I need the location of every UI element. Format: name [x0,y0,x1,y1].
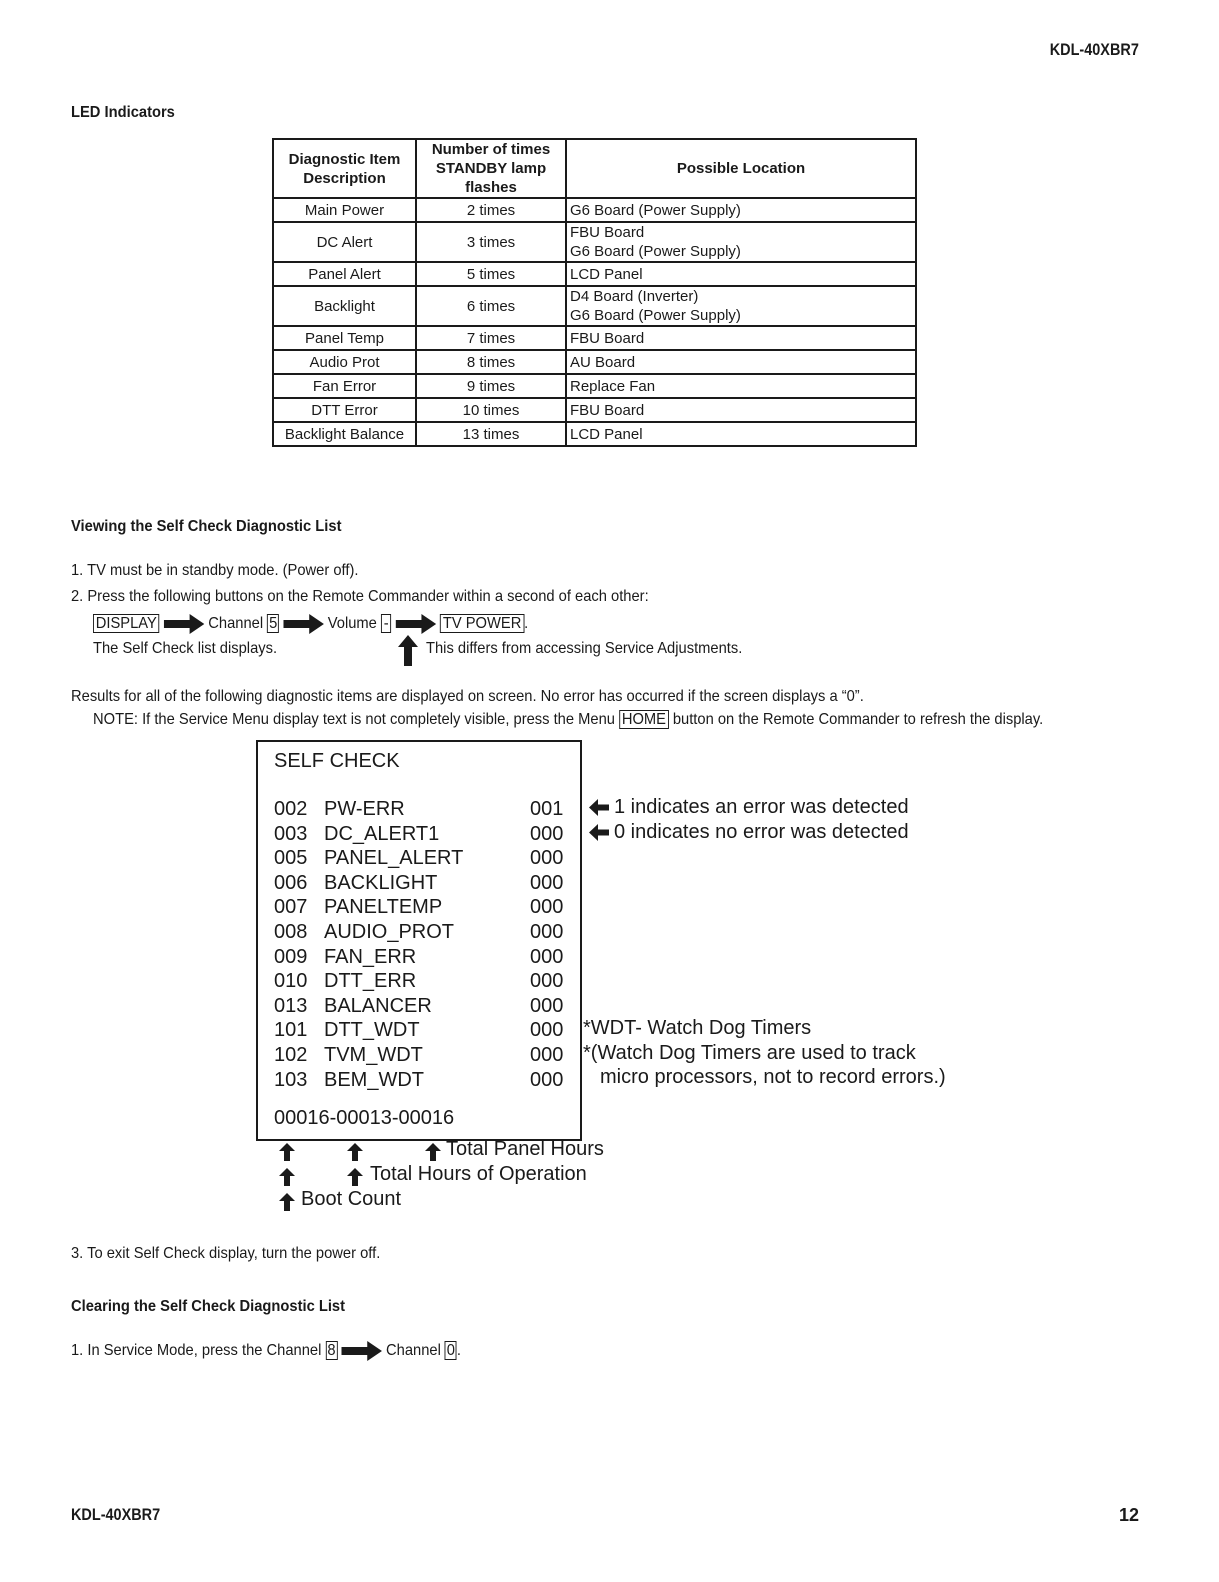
table-row [273,262,916,286]
cell-item: Main Power [273,198,416,222]
cell-times: 10 times [416,398,566,422]
item-name: TVM_WDT [324,1044,423,1066]
viewing-step-2: 2. Press the following buttons on the Remote Commander within a second of each other: [71,588,649,605]
error-detected-note: 1 indicates an error was detected [614,796,909,818]
cell-times: 5 times [416,262,566,286]
self-check-screen [256,740,582,1141]
cell-times: 3 times [416,222,566,262]
item-value: 000 [530,896,564,919]
cell-item: Backlight Balance [273,422,416,446]
arrow-up-icon [398,635,418,666]
location-line-2: G6 Board (Power Supply) [570,243,741,260]
item-code: 006 [274,871,308,894]
wdt-note-3: micro processors, not to record errors.) [600,1066,946,1088]
results-text: Results for all of the following diagnostic items are displayed on screen. No error has occurred if the screen displays a “0”. [71,688,864,705]
arrow-up-icon [347,1168,363,1186]
item-code: 101 [274,1019,308,1042]
service-menu-note [93,710,1043,729]
cell-times: 7 times [416,326,566,350]
cell-item: DTT Error [273,398,416,422]
clearing-step-text: 1. In Service Mode, press the Channel [71,1342,322,1360]
arrow-right-icon [164,614,204,634]
boot-count-label: Boot Count [301,1188,402,1210]
item-value: 000 [530,871,564,894]
header-model: KDL-40XBR7 [1049,40,1139,59]
item-value: 000 [530,847,564,870]
item-name: PANEL_ALERT [324,847,464,870]
channel-label: Channel [208,615,264,633]
table-row [273,398,916,422]
item-value: 000 [530,970,564,993]
wdt-note-2: *(Watch Dog Timers are used to track [583,1042,916,1064]
cell-location [566,286,916,326]
viewing-step-1: 1. TV must be in standby mode. (Power off). [71,562,359,579]
col-possible-location: Possible Location [566,139,916,198]
note-text-end: button on the Remote Commander to refresh the display. [672,711,1044,728]
cell-location: LCD Panel [566,262,916,286]
wdt-note-1: *WDT- Watch Dog Timers [583,1017,812,1039]
arrow-up-icon [279,1143,295,1161]
item-value: 000 [530,822,564,845]
col-flash-count: Number of times STANDBY lamp flashes [416,139,566,198]
page-number: 12 [1118,1505,1139,1525]
arrow-left-icon [589,824,609,841]
item-value: 000 [530,1044,564,1066]
cell-location: FBU Board [566,326,916,350]
cell-location: FBU Board [566,398,916,422]
table-row [273,422,916,446]
arrow-left-icon [589,799,609,816]
cell-item: Fan Error [273,374,416,398]
footer-model: KDL-40XBR7 [71,1505,161,1524]
item-code: 007 [274,896,308,919]
channel-key: 5 [269,615,278,633]
item-name: DTT_WDT [324,1019,420,1042]
item-name: AUDIO_PROT [324,921,455,943]
led-section-title: LED Indicators [71,104,175,121]
display-key: DISPLAY [93,614,160,633]
cell-times: 13 times [416,422,566,446]
item-code: 102 [274,1044,308,1066]
led-table [272,138,917,447]
item-name: PW-ERR [324,798,405,820]
cell-times: 9 times [416,374,566,398]
channel-label: Channel [386,1342,441,1360]
arrow-right-icon [395,614,435,634]
item-value: 000 [530,921,564,943]
arrow-up-icon [279,1168,295,1186]
sequence-end: . [524,615,529,633]
item-name: DTT_ERR [324,970,417,993]
hours-counter: 00016-00013-00016 [274,1107,455,1129]
item-name: FAN_ERR [324,945,417,968]
location-line-1: D4 Board (Inverter) [570,288,699,305]
item-code: 010 [274,970,308,993]
item-name: DC_ALERT1 [324,822,440,845]
arrow-right-icon [341,1341,381,1361]
total-hours-label: Total Hours of Operation [370,1163,587,1185]
table-row [273,374,916,398]
arrow-up-icon [279,1193,295,1211]
volume-label: Volume [327,615,377,633]
channel-0-key: 0 [446,1342,455,1360]
col-diagnostic-item: Diagnostic Item Description [273,139,416,198]
item-code: 008 [274,921,308,943]
cell-location: G6 Board (Power Supply) [566,198,916,222]
item-name: PANELTEMP [324,896,443,919]
item-value: 000 [530,1068,564,1091]
channel-8-key: 8 [327,1342,336,1360]
item-code: 103 [274,1068,308,1091]
self-check-title: SELF CHECK [274,750,400,772]
arrow-right-icon [283,614,323,634]
item-value: 001 [530,798,564,820]
viewing-section-title: Viewing the Self Check Diagnostic List [71,518,342,535]
clearing-step-1 [71,1341,461,1361]
cell-location: AU Board [566,350,916,374]
location-line-2: G6 Board (Power Supply) [570,307,741,324]
arrow-up-icon [425,1143,441,1161]
item-value: 000 [530,1019,564,1042]
tv-power-key: TV POWER [440,614,524,633]
arrow-up-icon [347,1143,363,1161]
exit-step: 3. To exit Self Check display, turn the power off. [71,1245,381,1262]
cell-item: DC Alert [273,222,416,262]
self-check-displays-note: The Self Check list displays. [93,640,278,657]
no-error-note: 0 indicates no error was detected [614,821,909,843]
item-value: 000 [530,945,564,968]
cell-times: 6 times [416,286,566,326]
clearing-end: . [456,1342,461,1360]
cell-location: LCD Panel [566,422,916,446]
total-panel-hours-label: Total Panel Hours [446,1138,604,1160]
table-row [273,350,916,374]
table-row [273,326,916,350]
cell-times: 8 times [416,350,566,374]
item-name: BEM_WDT [324,1068,424,1091]
cell-item: Panel Temp [273,326,416,350]
item-name: BALANCER [324,994,432,1017]
table-row [273,286,916,326]
volume-key: - [381,614,391,633]
table-row [273,222,916,262]
cell-location: Replace Fan [566,374,916,398]
clearing-section-title: Clearing the Self Check Diagnostic List [71,1298,346,1315]
item-code: 003 [274,822,308,845]
item-name: BACKLIGHT [324,871,438,894]
item-code: 005 [274,847,308,870]
note-text-start: NOTE: If the Service Menu display text is not completely visible, press the Menu [93,711,615,728]
cell-item: Panel Alert [273,262,416,286]
item-code: 009 [274,945,308,968]
cell-item: Audio Prot [273,350,416,374]
item-value: 000 [530,994,564,1017]
cell-location [566,222,916,262]
location-line-1: FBU Board [570,224,645,241]
key-sequence [93,614,528,634]
differs-note: This differs from accessing Service Adjustments. [426,640,743,657]
cell-times: 2 times [416,198,566,222]
item-code: 002 [274,798,308,820]
home-key: HOME [619,710,669,729]
item-code: 013 [274,994,308,1017]
table-row [273,198,916,222]
cell-item: Backlight [273,286,416,326]
